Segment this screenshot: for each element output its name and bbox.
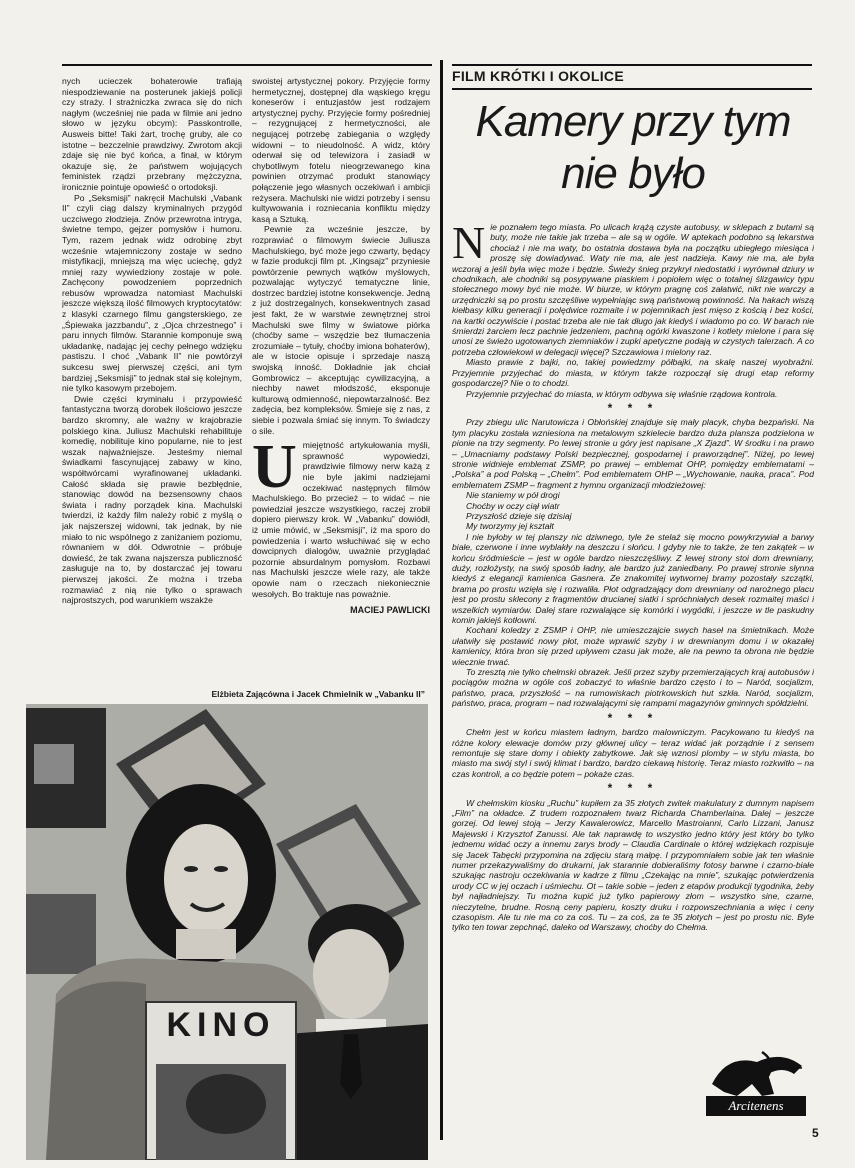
headline-line-1: Kamery przy tym [475,97,791,146]
right-paragraph-7: To zresztą nie tylko chełmski obrazek. Jeśli przez szyby przemierzających kraj autobusów i pociągów można w ogóle coś zobaczyć to właśnie bardzo często i to – Naród, socjalizm, państwo, praca, przyszłość – na rumowiskach piotrkowskich hut szkła. Naród, socjalizm, państwo, praca, program – nad rozwalającymi się rampami magazynów gminnych spółdzielni. [452,667,814,709]
col1-paragraph-1: nych ucieczek bohaterowie trafiają niespodziewanie na posterunek jakiejś policji czy straży. I strażniczka zwraca się do nich nagłym (wcześniej nie pada w filmie ani jedno słowo w języku obcym): Passkontrolle, Ausweis bitte! Taki żart, trochę gruby, ale co istotne – bezczelnie prawdziwy. Zwrotom akcji zdaje się nie być końca, a finał, w którym okazuje się, że państwem wojujących feministek rządzi przebrany mężczyzna, ironicznie pointuje opowieść o ortodoksji. [62,76,242,192]
article-column-1 [62,76,242,676]
section-separator-3: * * * [607,781,659,796]
right-article-column [452,222,814,1042]
poem-line-3: Przyszłość dzieje się dzisiaj [466,510,572,521]
column-divider [440,60,443,1140]
right-paragraph-8: Chełm jest w końcu miastem ładnym, bardzo malowniczym. Pacykowano tu kiedyś na różne kolory elewacje domów przy głównej ulicy – teraz widać jak porządnie i z sensem remontuje się stare domy i obiekty zabytkowe. Jak się wznosi plomby – w stylu miasta, bo miasto ma swój styl i swój klimat i bardzo, bardzo ciekawą historię. Teraz miasto rozkwitło – na czas kontroli, a co będzie potem – pokaże czas. [452,727,814,779]
top-rule-left [62,64,432,66]
right-paragraph-6: Kochani koledzy z ZSMP i OHP, nie umieszczajcie swych haseł na śmietnikach. Może ułatwiły się postawić nowy płot, może wprawić szyby i w drewnianym domu i w okazałej kamienicy, która bron się przed upływem czasu jak może, ale na pewno ta obrona nie będzie wiecznie trwać. [452,625,814,667]
right-lead-paragraph [452,222,814,357]
article-headline [452,96,814,200]
section-heading: FILM KRÓTKI I OKOLICE [452,64,812,90]
author-signature: MACIEJ PAWLICKI [350,605,430,616]
col2-paragraph-1: swoistej artystycznej pokory. Przyjęcie formy hermetycznej, dostępnej dla wąskiego kręgu koneserów i entuzjastów jest rodzajem artystycznej pychy. Przyjęcie formy pośredniej – rezygnującej z hermetyczności, ale negującej potrzebę zabiegania o względy widowni – to nieudolność. A widz, który oderwał się od telewizora i zasiadł w chybotliwym fotelu nieogrzewanego kina powinien otrzymać produkt stanowiący połączenie jego własnych oczekiwań i ambicji reżysera. Machulski nie widzi potrzeby i sensu kultywowania i rozniecania konfliktu między kasą a Sztuką. [252,76,430,224]
photo-illustration [26,704,428,1160]
right-lead-text: ie poznałem tego miasta. Po ulicach krążą czyste autobusy, w sklepach z butami są buty, może nie takie jak trzeba – ale są w ogóle. W aptekach podobno są lekarstwa chociaż i nie ma waty, bo ostatnia dostawa była na początku ubiegłego miesiąca i proszę się dowiadywać. Waty nie ma, ale jest nadzieja. Kawy nie ma, ale była wczoraj a jeśli była więc może i będzie. Świeży śnieg przykrył niedostatki i wyrównał dziury w chodnikach, ale chodniki są posypywane piaskiem i popiołem więc o totalnej ślizgawicy typu stołecznego mowy być nie może. W biurze, w którym pragnę coś załatwić, nikt nie warczy a urzędniczki są po prostu szczęśliwe wypełniając swą państwową powinność. Na hakach wiszą kiełbasy kilku generacji i polędwice rozmaite i w pojemnikach jest mięso z kością i bez kości, na kartki oczywiście i postać trzeba ale nie tak długo jak kiedyś i wiadomo po co. W barach nie śmierdzi żarciem lecz pachnie jedzeniem, pachną ogórki kwaszone i kotlety mielone i para się unosi ze świeżo ugotowanych ziemniaków i zupki apetyczne podają w czystych talerzach. A co potrzeba człowiekowi w delegacji więcej? Szczawiowa i mielony raz. [452,222,814,357]
poem-line-1: Nie staniemy w pół drogi [466,490,560,501]
right-paragraph-4: Przy zbiegu ulic Narutowicza i Obłońskiej znajduje się mały placyk, chyba bezpański. Na tym placyku została wzniesiona na metalowym szkielecie bardzo duża plansza podzielona w pionie na trzy segmenty. Po lewej stronie u góry jest napisane „X Zjazd”. W środku i na prawo – „Umacniamy podstawy Polski bezpiecznej, gospodarnej i praworządnej”. Niżej, po lewej stronie widnieje emblemat ZSMP, po prawej – emblemat OHP, pomiędzy emblematami – „Polska” a pod Polską – „Chełm”. Pod emblematem OHP – „Wychowanie, nauka, praca”. Pod emblematem ZSMP – fragment z hymnu organizacji młodzieżowej: [452,417,814,490]
poem-line-4: My tworzymy jej kształt [466,521,554,532]
dropcap-letter: U [252,433,297,502]
right-paragraph-2: Miasto prawie z bajki, no, takiej powiedzmy półbajki, na skalę naszej wyobraźni. Przyjemnie przyjechać do miasta, w którym także rozpoczął się drugi etap reformy gospodarczej? Nie o to chodzi. [452,357,814,389]
col2-paragraph-3: miejętność artykułowania myśli, sprawność wypowiedzi, prawdziwie filmowy nerw każą z nie byle jakimi nadziejami oczekiwać następnych filmów Machulskiego. Bo przecież – to widać – nie powiedział jeszcze wszystkiego, raczej zrobił dopiero pierwszy krok. W „Vabanku” dowiódł, iż umie mówić, w „Seksmisji”, iż ma sporo do powiedzenia i warto wsłuchiwać się w echo dowcipnych dialogów, uważnie przyglądać pozornie absurdalnym pomysłom. Rozbawi nas Machulski jeszcze wiele razy, ale także opowie nam o rzeczach niekoniecznie wesołych. Bo traktuje nas poważnie. [252,440,430,599]
right-dropcap: N [452,222,486,268]
col2-paragraph-2: Pewnie za wcześnie jeszcze, by rozprawiać o filmowym świecie Juliusza Machulskiego, być może jego czwarty, będący w fazie produkcji film pt. „Kingsajz” przyniesie powtórzenie pewnych wątków myślowych, pozwalając wytyczyć tematyczne linie, dostrzec bardziej istotne konsekwencje. Jedną z już dostrzegalnych, konsekwentnych zasad jest fakt, że w warstwie zewnętrznej stroi Machulski swe filmy w światowe piórka (choćby same – wszędzie bez tłumaczenia zrozumiałe – tytuły, choćby imiona bohaterów), ale w istocie opisuje i sprzedaje naszą swojską inność. Dokładnie jak chciał Gombrowicz – akceptując cywilizacyjną, a niechby nawet młodszość, eksponuje kulturową odmienność, niepowtarzalność. Bez zadęcia, bez kompleksów. Śmieje się z nas, z siebie i pozwala śmiać się innym. To świadczy o sile. [252,224,430,436]
right-paragraph-5: I nie byłoby w tej planszy nic dziwnego, tyle że stelaż się mocno powykrzywiał a barwy białe, czerwone i inne wyblakły na deszczu i słońcu. I gdyby nie to także, że ten zakątek – w końcu śródmieście – jest w ogóle bardzo nieszczęśliwy. Z lewej strony stoi dom drewniany, duży, rozłożysty, na swój sposób ładny, ale bardzo już zaniedbany. Po prawej stronie słynna kiedyś z elegancji kamienica Gasnera. Ze znakomitej wytwornej bramy pozostały szczątki, brama po prostu wzięła się i rozwaliła. Płot odgradzający dom drewniany od narożnego placu jest po prostu sklecony z fragmentów drucianej siatki i spróchniałych desek rozmaitej maści i wszelkich wymiarów. Dalej stare rozwalające się komórki i wygódki, i jeszcze w tle paskudny komin jakiejś kotłowni. [452,531,814,626]
col1-paragraph-3: Dwie części kryminału i przypowieść fantastyczna tworzą dorobek ilościowo jeszcze bardzo skromny, ale ważny w krajobrazie polskiego kina. Juliusz Machulski rehabilituje komedię, nobilituje kino popularne, nie to jest wszak najważniejsze. Jesteśmy niemal świadkami fascynującej zabawy w kino, współtwórcami wyrafinowanej układanki. Całość składa się prawie bezbłędnie, stanowiąc dowód na bezsensowny chaos świata i radny porządek kina. Machulski twierdzi, iż każdy film należy robić z myślą o jak najszerszej widowni, tak jednak, by nie miało to nic wspólnego z zaniżaniem poziomu, równaniem w dół. Odwrotnie – próbuje dowieść, że tak zwana najszersza publiczność zasługuje na to, by dostarczać jej towaru pierwszej jakości. Że można i trzeba rozmawiać z nią nie tylko o sprawach najprostszych, pod warunkiem wszakże [62,393,242,606]
film-still-photo [26,704,428,1160]
headline-line-2: nie było [561,149,705,198]
page-number: 5 [812,1126,819,1140]
right-paragraph-9: W chełmskim kiosku „Ruchu” kupiłem za 35 złotych zwitek makulatury z dumnym napisem „Film” na okładce. Z trudem rozpoznałem twarz Richarda Chamberlaina. Dalej – jeszcze gorzej. Od lewej stoją – Jerzy Kawalerowicz, Marcello Mastroianni, Carlo Lizzani, Janusz Majewski i Krzysztof Zanussi. Ale tak naprawdę to wszystko jedno który jest który bo tylko jednemu widać oczy a innemu zarys brody – Claudia Cardinale o której wdziękach rozpisuje się Jacek Tabęcki przypomina na zdjęciu starą małpę. I przypomniałem sobie jak ten właśnie numer przekazywaliśmy do drukarni, jak starannie dobieraliśmy fotosy barwne i czarno-białe szukając nastroju oczekiwania w kadrze z filmu „Czekając na mnie”, szukając potwierdzenia urody CC w jej oczach i uśmiechu. Ot – takie sobie – jeden z etapów produkcji tygodnika, żeby był najładniejszy. Tu można kupić już tylko papierowy złom – wszystko sine, czarne, nieczytelne, brudne. Rosną ceny papieru, koszty druku i rozpowszechniania a więc i ceny czasopism. Ale tu nie ma co za coś. Tu – za coś, za te 35 złotych – jest po prostu nic. Byle tylko ten towar zepchnąć, daleko od Warszawy, choćby do Chełma. [452,797,814,933]
article-column-2 [252,76,430,676]
magazine-title: KINO [166,1006,276,1044]
section-separator-2: * * * [607,710,659,725]
archer-logo [702,1044,812,1122]
col2-dropcap-paragraph [252,433,430,599]
right-paragraph-3: Przyjemnie przyjechać do miasta, w którym odbywa się właśnie rządowa kontrola. [466,388,778,399]
section-separator-1: * * * [607,400,659,415]
col1-paragraph-2: Po „Seksmisji” nakręcił Machulski „Vabank II” czyli ciąg dalszy kryminalnych przygód uczciwego złodzieja. Znów przewrotna intryga, świetne tempo, gejzer pomysłów i humoru. Tym, razem jednak widz odrobinę zbyt wcześnie wtajemniczony zostaje w sedno mistyfikacji, mniejszą ma więc uciechę, gdyż mniej razy wywiedziony zostaje w pole. Zachęcony powodzeniem poprzednich rebusów wprowadza natomiast Machulski jeszcze większą ilość filmowych kryptocytatów: z klasyki czarnego filmu gangsterskiego, ze „Śpiewaka jazzbandu”, z „Ojca chrzestnego” i paru innych filmów. Starannie komponuje swą układankę, nadając jej cechy pełnego wdzięku pastiszu. I choć „Vabank II” nie powtórzył sukcesu swej pierwszej części, ani tym bardziej „Seksmisji” to jednak stał się kolejnym, nie tylko kasowym przebojem. [62,192,242,394]
poem-line-2: Choćby w oczy ciął wiatr [466,500,560,511]
logo-text: Arcitenens [728,1098,784,1113]
photo-caption: Elżbieta Zającówna i Jacek Chmielnik w „Vabanku II” [211,689,425,699]
